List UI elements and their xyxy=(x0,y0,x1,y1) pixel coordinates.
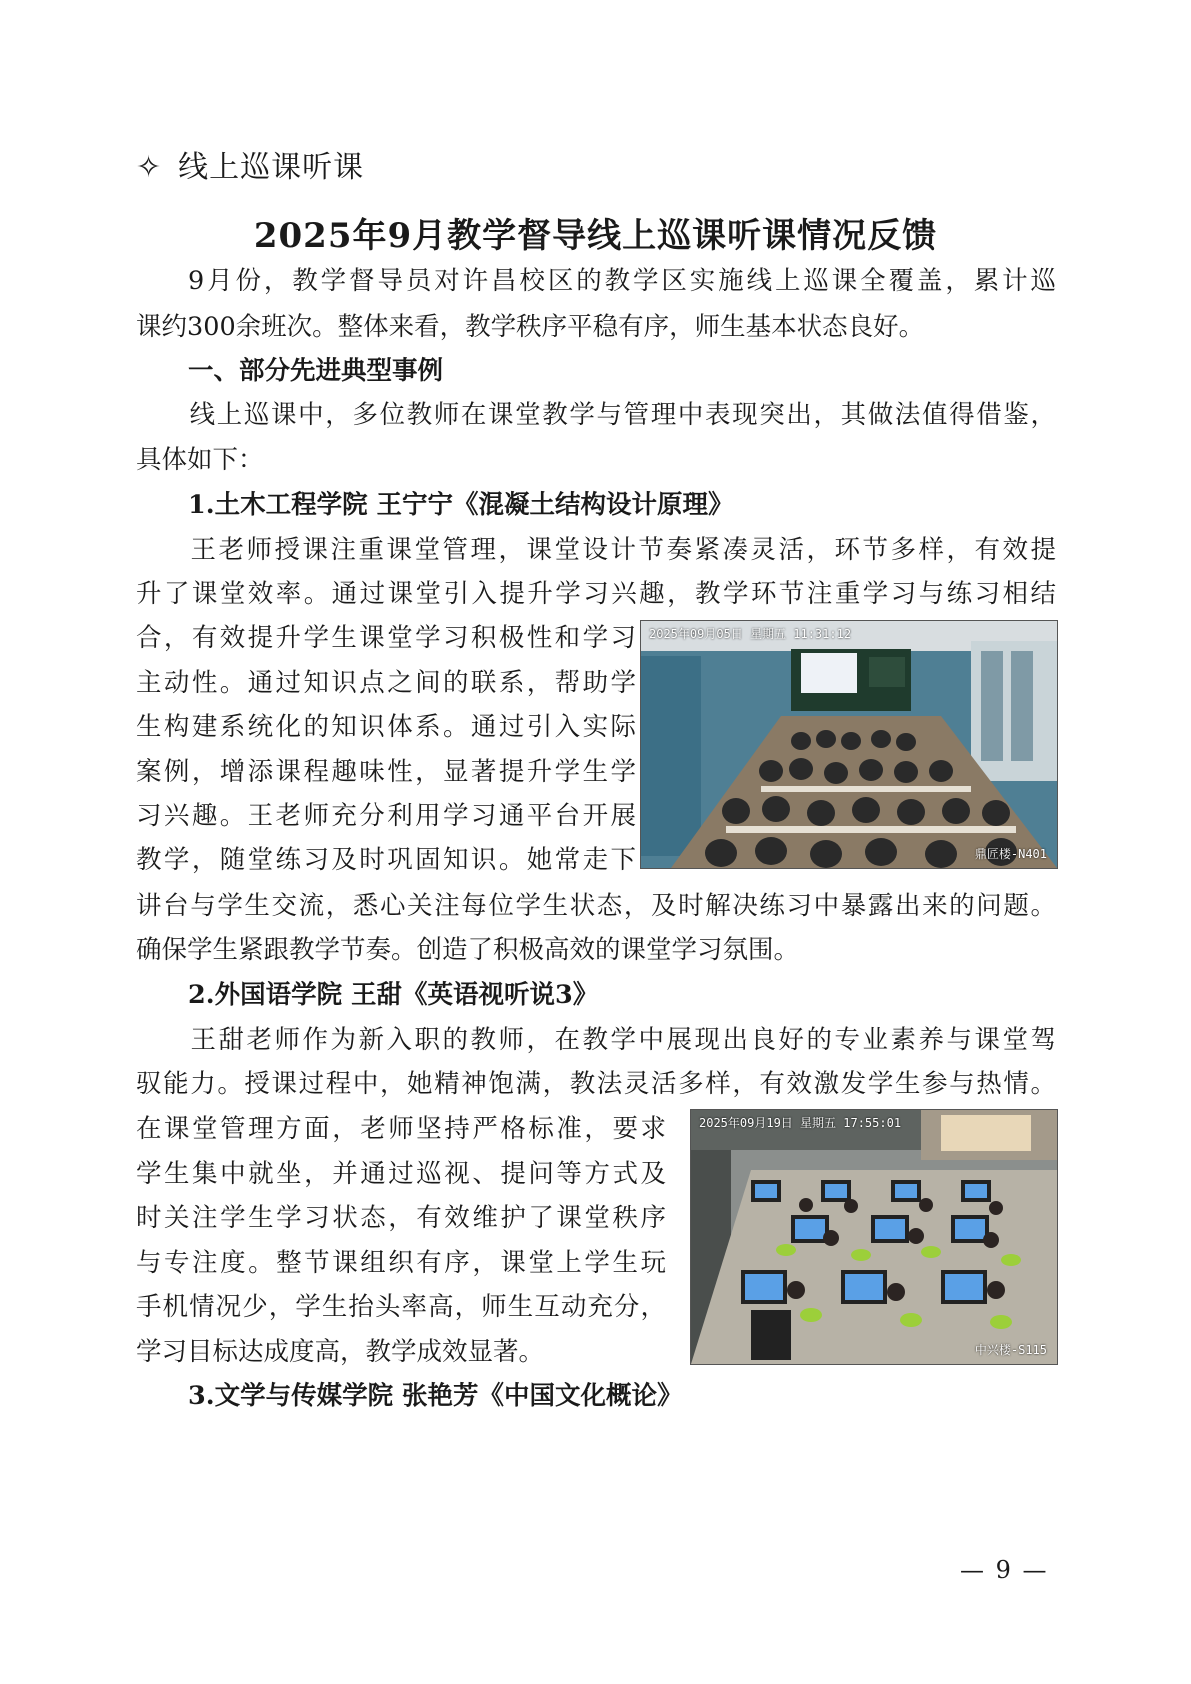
case2-wrap-line: 学习目标达成度高，教学成效显著。 xyxy=(136,1337,545,1367)
camera-location-tag: 鼎匠楼-N401 xyxy=(974,847,1047,861)
section-label: 线上巡课听课 xyxy=(178,150,365,185)
case1-wrap-line: 案例，增添课程趣味性，显著提升学生学 xyxy=(136,757,636,787)
star-icon: ✧ xyxy=(136,150,163,185)
classroom-photo-2 xyxy=(690,1109,1058,1365)
case2-wrap-line: 在课堂管理方面，老师坚持严格标准，要求 xyxy=(136,1114,666,1144)
camera-location-tag: 中兴楼-S115 xyxy=(974,1343,1047,1357)
section-marker xyxy=(136,142,364,186)
case2-wrap-line: 与专注度。整节课组织有序，课堂上学生玩 xyxy=(136,1248,666,1278)
case1-wrap-line: 生构建系统化的知识体系。通过引入实际 xyxy=(136,712,636,742)
page-number: — 9 — xyxy=(960,1556,1049,1584)
para1-line-1: 线上巡课中，多位教师在课堂教学与管理中表现突出，其做法值得借鉴， xyxy=(188,400,1056,430)
case1-line-2: 升了课堂效率。通过课堂引入提升学习兴趣，教学环节注重学习与练习相结 xyxy=(136,579,1056,609)
case1-after-line-2: 确保学生紧跟教学节奏。创造了积极高效的课堂学习氛围。 xyxy=(136,935,800,965)
classroom-photo-1 xyxy=(640,620,1058,869)
case1-wrap-line: 合，有效提升学生课堂学习积极性和学习 xyxy=(136,623,636,653)
case1-after-line-1: 讲台与学生交流，悉心关注每位学生状态，及时解决练习中暴露出来的问题。 xyxy=(136,891,1056,921)
case1-line-1: 王老师授课注重课堂管理，课堂设计节奏紧凑灵活，环节多样，有效提 xyxy=(188,535,1056,565)
case3-heading: 3.文学与传媒学院 张艳芳《中国文化概论》 xyxy=(188,1381,683,1411)
case2-line-1: 王甜老师作为新入职的教师，在教学中展现出良好的专业素养与课堂驾 xyxy=(188,1025,1056,1055)
case2-wrap-line: 学生集中就坐，并通过巡视、提问等方式及 xyxy=(136,1159,666,1189)
camera-timestamp: 2025年09月05日 星期五 11:31:12 xyxy=(649,627,852,641)
case1-wrap-line: 习兴趣。王老师充分利用学习通平台开展 xyxy=(136,801,636,831)
heading-advanced-cases: 一、部分先进典型事例 xyxy=(188,356,444,386)
intro-line-2: 课约300余班次。整体来看，教学秩序平稳有序，师生基本状态良好。 xyxy=(136,312,925,342)
case2-heading: 2.外国语学院 王甜《英语视听说3》 xyxy=(188,980,599,1010)
classroom-illustration-2 xyxy=(691,1110,1057,1364)
case2-wrap-line: 手机情况少，学生抬头率高，师生互动充分， xyxy=(136,1292,666,1322)
case1-wrap-line: 教学，随堂练习及时巩固知识。她常走下 xyxy=(136,845,636,875)
camera-timestamp: 2025年09月19日 星期五 17:55:01 xyxy=(699,1116,902,1130)
document-title: 2025年9月教学督导线上巡课听课情况反馈 xyxy=(253,216,938,256)
case2-wrap-line: 时关注学生学习状态，有效维护了课堂秩序 xyxy=(136,1203,666,1233)
para1-line-2: 具体如下： xyxy=(136,445,264,475)
classroom-illustration-1 xyxy=(641,621,1057,868)
case1-heading: 1.土木工程学院 王宁宁《混凝土结构设计原理》 xyxy=(188,490,734,520)
case1-wrap-line: 主动性。通过知识点之间的联系，帮助学 xyxy=(136,668,636,698)
intro-line-1: 9月份，教学督导员对许昌校区的教学区实施线上巡课全覆盖，累计巡 xyxy=(188,266,1056,296)
case2-line-2: 驭能力。授课过程中，她精神饱满，教法灵活多样，有效激发学生参与热情。 xyxy=(136,1069,1056,1099)
